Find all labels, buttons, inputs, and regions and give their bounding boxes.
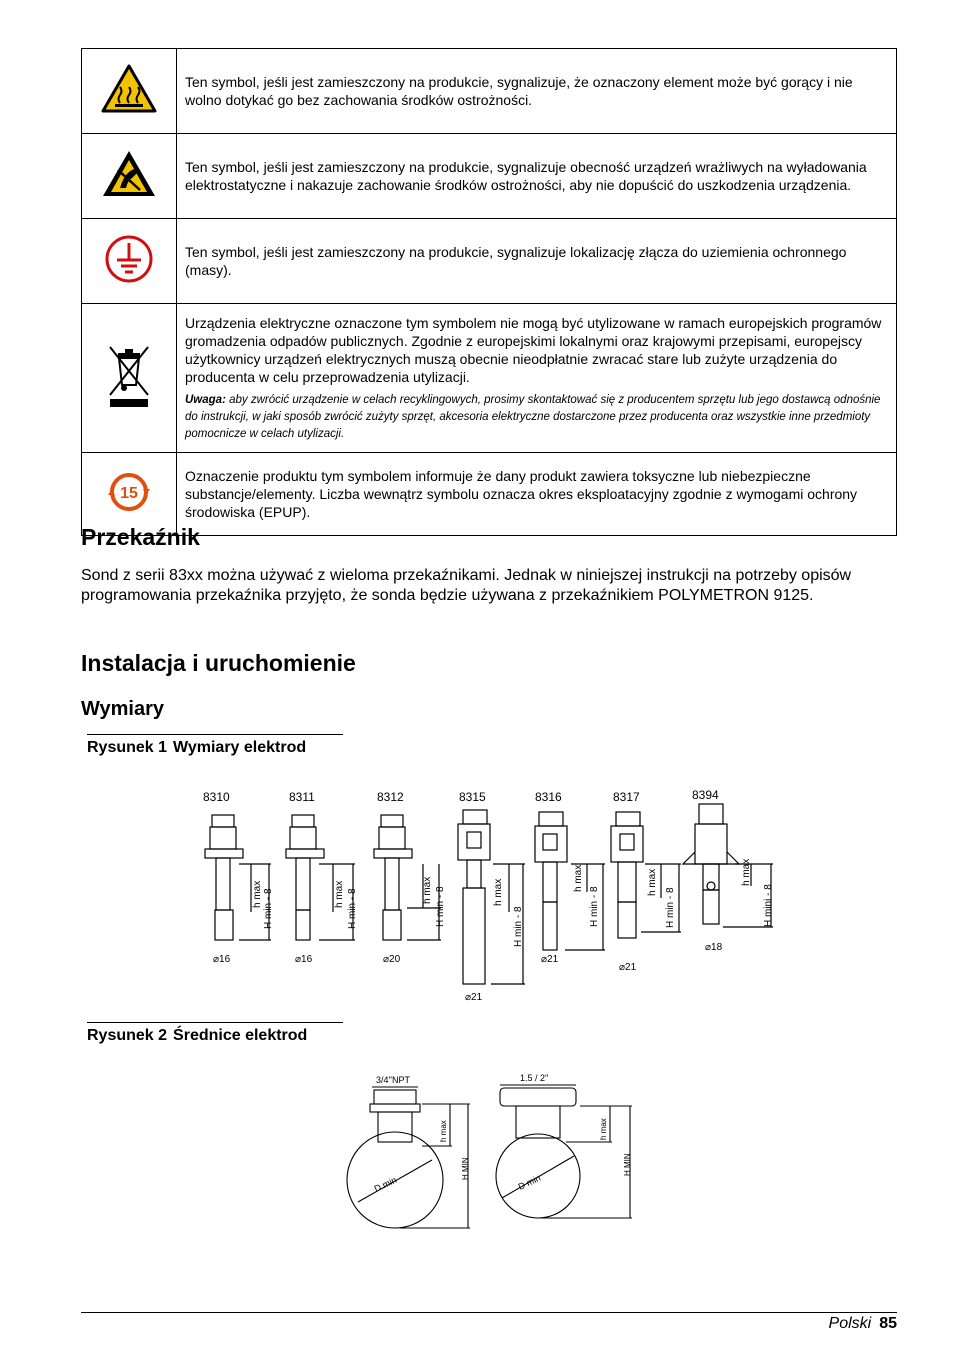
page-footer bbox=[829, 1315, 897, 1333]
H-label: H MIN bbox=[461, 1157, 470, 1180]
model-label: 8315 bbox=[459, 790, 486, 804]
h-label: h max bbox=[647, 868, 658, 896]
symbol-description: Ten symbol, jeśli jest zamieszczony na produkcie, sygnalizuje obecność urządzeń wrażliwych na wyładowania elektrostatyczne i nakazuje zachowanie środków ostrożności, aby nie dopuścić do uszkodzenia urządzenia. bbox=[177, 134, 897, 219]
note-text: aby zwrócić urządzenie w celach recyklingowych, prosimy skontaktować się z producentem sprzętu lub jego dostawcą odnośnie do instrukcji, w jaki sposób zwrócić zużyty sprzęt, akcesoria elektryczne dostarczone przez producenta oraz wszystkie inne przedmioty pomocnicze w celach utylizacji. bbox=[185, 393, 881, 440]
epup-15-icon bbox=[106, 469, 152, 515]
d-label: D min bbox=[372, 1174, 399, 1194]
symbol-description: Urządzenia elektryczne oznaczone tym symbolem nie mogą być utylizowane w ramach europejskich programów gromadzenia odpadów publicznych. Zgodnie z europejskimi lokalnymi oraz krajowymi przepisami, europejscy użytkownicy urządzeń elektrycznych muszą obecnie nieodpłatnie zwracać stare lub zużyte urządzenia do producenta w celu przeprowadzenia utylizacji. bbox=[185, 314, 882, 385]
figure2-label: Rysunek 2 bbox=[87, 1027, 168, 1044]
diameter-label: ⌀18 bbox=[705, 942, 723, 953]
electrode-8317 bbox=[611, 790, 681, 973]
symbol-row-protective-earth bbox=[82, 219, 897, 304]
epup-number: 15 bbox=[120, 484, 138, 502]
footer-language: Polski bbox=[828, 1315, 872, 1332]
h-label: h max bbox=[252, 880, 263, 908]
H-label: H min - 8 bbox=[589, 886, 600, 927]
protective-earth-icon bbox=[103, 233, 155, 285]
h-label: h max bbox=[573, 864, 584, 892]
model-label: 8311 bbox=[289, 790, 315, 804]
H-label: H min - 8 bbox=[347, 888, 358, 929]
hot-surface-icon bbox=[100, 63, 158, 115]
symbol-row-hot-surface bbox=[82, 49, 897, 134]
esd-sensitive-icon bbox=[100, 148, 158, 200]
H-label: H min - 8 bbox=[665, 887, 676, 928]
model-label: 8394 bbox=[692, 788, 719, 802]
model-label: 8317 bbox=[613, 790, 640, 804]
model-label: 8312 bbox=[377, 790, 404, 804]
H-label: H mini - 8 bbox=[763, 884, 774, 927]
electrode-8394 bbox=[683, 788, 774, 953]
model-label: 8316 bbox=[535, 790, 562, 804]
h-label: h max bbox=[422, 876, 433, 904]
H-label: H min - 8 bbox=[435, 886, 446, 927]
figure1-title: Wymiary elektrod bbox=[173, 739, 307, 756]
electrode-8316 bbox=[535, 790, 605, 965]
H-label: H MIN bbox=[623, 1153, 632, 1176]
figure1-caption bbox=[87, 734, 343, 757]
figure1-label: Rysunek 1 bbox=[87, 739, 168, 756]
diameter-label: ⌀16 bbox=[213, 954, 231, 965]
subsection-title-dimensions: Wymiary bbox=[81, 698, 165, 720]
h-label: h max bbox=[334, 880, 345, 908]
figure2-electrode-diameters bbox=[340, 1068, 640, 1238]
H-label: H min - 8 bbox=[513, 906, 524, 947]
symbol-description: Ten symbol, jeśli jest zamieszczony na produkcie, sygnalizuje, że oznaczony element może być gorący i nie wolno dotykać go bez zachowania środków ostrożności. bbox=[177, 49, 897, 134]
section-title-install: Instalacja i uruchomienie bbox=[81, 650, 356, 676]
h-label: h max bbox=[741, 858, 752, 886]
diameter-label: ⌀16 bbox=[295, 954, 313, 965]
thread-label: 3/4''NPT bbox=[376, 1075, 410, 1085]
diameter-label: ⌀21 bbox=[541, 954, 559, 965]
symbol-row-epup bbox=[82, 453, 897, 536]
note-label: Uwaga: bbox=[185, 393, 226, 406]
symbol-row-weee bbox=[82, 304, 897, 453]
thread-label: 1.5 / 2'' bbox=[520, 1073, 549, 1083]
diameter-label: ⌀21 bbox=[619, 962, 637, 973]
electrode-8311 bbox=[286, 790, 358, 965]
relay-paragraph: Sond z serii 83xx można używać z wieloma przekaźnikami. Jednak w niniejszej instrukcji na potrzeby opisów programowania przekaźnika przyjęto, że sonda będzie używana z przekaźnikiem POLYMETRON 9125. bbox=[81, 567, 852, 604]
symbol-description: Ten symbol, jeśli jest zamieszczony na produkcie, sygnalizuje lokalizację złącza do uziemienia ochronnego (masy). bbox=[177, 219, 897, 304]
symbol-note bbox=[185, 392, 888, 443]
footer-rule bbox=[81, 1312, 897, 1313]
symbol-row-esd bbox=[82, 134, 897, 219]
H-label: H min - 8 bbox=[263, 888, 274, 929]
symbol-description: Oznaczenie produktu tym symbolem informuje że dany produkt zawiera toksyczne lub niebezpieczne substancje/elementy. Liczba wewnątrz symbolu oznacza okres eksploatacyjny zgodnie z wymogami ochrony środowiska (EPUP). bbox=[177, 453, 897, 536]
h-label: h max bbox=[599, 1118, 608, 1140]
model-label: 8310 bbox=[203, 790, 230, 804]
electrode-8312 bbox=[374, 790, 446, 965]
h-label: h max bbox=[493, 878, 504, 906]
electrode-8310 bbox=[203, 790, 274, 965]
diameter-drawing-flange bbox=[496, 1073, 632, 1218]
page-number: 85 bbox=[879, 1315, 897, 1332]
h-label: h max bbox=[439, 1120, 448, 1142]
section-title-relay: Przekaźnik bbox=[81, 524, 200, 550]
weee-crossed-bin-icon bbox=[104, 341, 154, 411]
diameter-label: ⌀20 bbox=[383, 954, 401, 965]
diameter-drawing-npt bbox=[347, 1075, 470, 1228]
symbols-table bbox=[81, 48, 897, 536]
d-label: D min bbox=[516, 1172, 543, 1192]
figure2-title: Średnice elektrod bbox=[173, 1027, 308, 1044]
figure1-electrode-dimensions bbox=[195, 782, 785, 1007]
figure2-caption bbox=[87, 1022, 343, 1045]
diameter-label: ⌀21 bbox=[465, 992, 483, 1003]
electrode-8315 bbox=[458, 790, 525, 1003]
